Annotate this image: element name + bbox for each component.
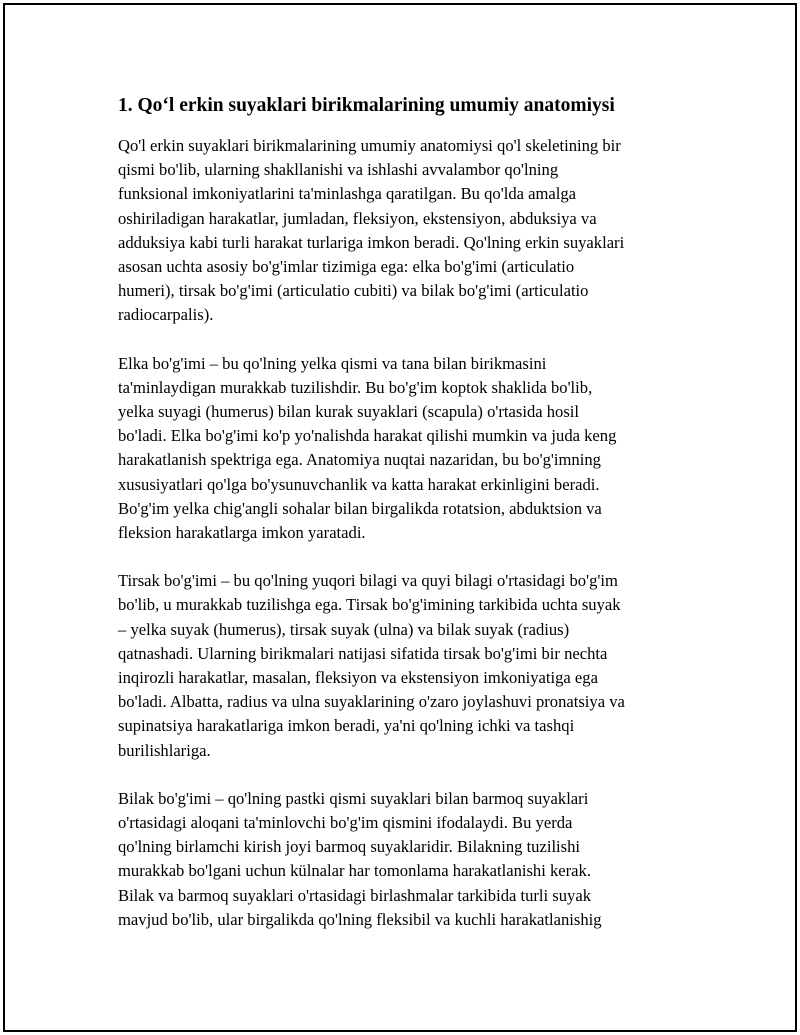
paragraph-elbow-joint: Tirsak bo'g'imi – bu qo'lning yuqori bilagi va quyi bilagi o'rtasidagi bo'g'im bo'lib, u murakkab tuzilishga ega. Tirsak bo'g'imining tarkibida uchta suyak – yelka suyak (humerus), tirsak suyak (ulna) va bilak suyak (radius) qatnashadi. Ularning birikmalari natijasi sifatida tirsak bo'g'imi bir nechta inqirozli harakatlar, masalan, fleksiyon va ekstensiyon imkoniyatiga ega bo'ladi. Albatta, radius va ulna suyaklarining o'zaro joylashuvi pronatsiya va supinatsiya harakatlariga imkon beradi, ya'ni qo'lning ichki va tashqi burilishlariga. — [118, 571, 625, 760]
paragraph-wrist-joint: Bilak bo'g'imi – qo'lning pastki qismi suyaklari bilan barmoq suyaklari o'rtasidagi aloqani ta'minlovchi bo'g'im qismini ifodalaydi. Bu yerda qo'lning birlamchi kirish joyi barmoq suyaklaridir. Bilakning tuzilishi murakkab bo'lgani uchun külnalar har tomonlama harakatlanishi kerak. Bilak va barmoq suyaklari o'rtasidagi birlashmalar tarkibida turli suyak mavjud bo'lib, ular birgalikda qo'lning fleksibil va kuchli harakatlanishig — [118, 788, 602, 929]
document-body — [118, 92, 684, 956]
paragraph-shoulder-joint: Elka bo'g'imi – bu qo'lning yelka qismi va tana bilan birikmasini ta'minlaydigan murakkab tuzilishdir. Bu bo'g'im koptok shaklida bo'lib, yelka suyagi (humerus) bilan kurak suyaklari (scapula) o'rtasida hosil bo'ladi. Elka bo'g'imi ko'p yo'nalishda harakat qilishi mumkin va juda keng harakatlanish spektriga ega. Anatomiya nuqtai nazaridan, bu bo'g'imning xususiyatlari qo'lga bo'ysunuvchanlik va katta harakat erkinligini beradi. Bo'g'im yelka chig'angli sohalar bilan birgalikda rotatsion, abduktsion va fleksion harakatlarga imkon yaratadi. — [118, 353, 617, 543]
section-title: 1. Qo‘l erkin suyaklari birikmalarining umumiy anatomiysi — [118, 95, 615, 116]
paragraph-intro: Qo'l erkin suyaklari birikmalarining umumiy anatomiysi qo'l skeletining bir qismi bo'lib, ularning shakllanishi va ishlashi avvalambor qo'lning funksional imkoniyatlarini ta'minlashga qaratilgan. Bu qo'lda amalga oshiriladigan harakatlar, jumladan, fleksiyon, ekstensiyon, abduksiya va adduksiya kabi turli harakat turlariga imkon beradi. Qo'lning erkin suyaklari asosan uchta asosiy bo'g'imlar tizimiga ega: elka bo'g'imi (articulatio humeri), tirsak bo'g'imi (articulatio cubiti) va bilak bo'g'imi (articulatio radiocarpalis). — [118, 136, 625, 325]
